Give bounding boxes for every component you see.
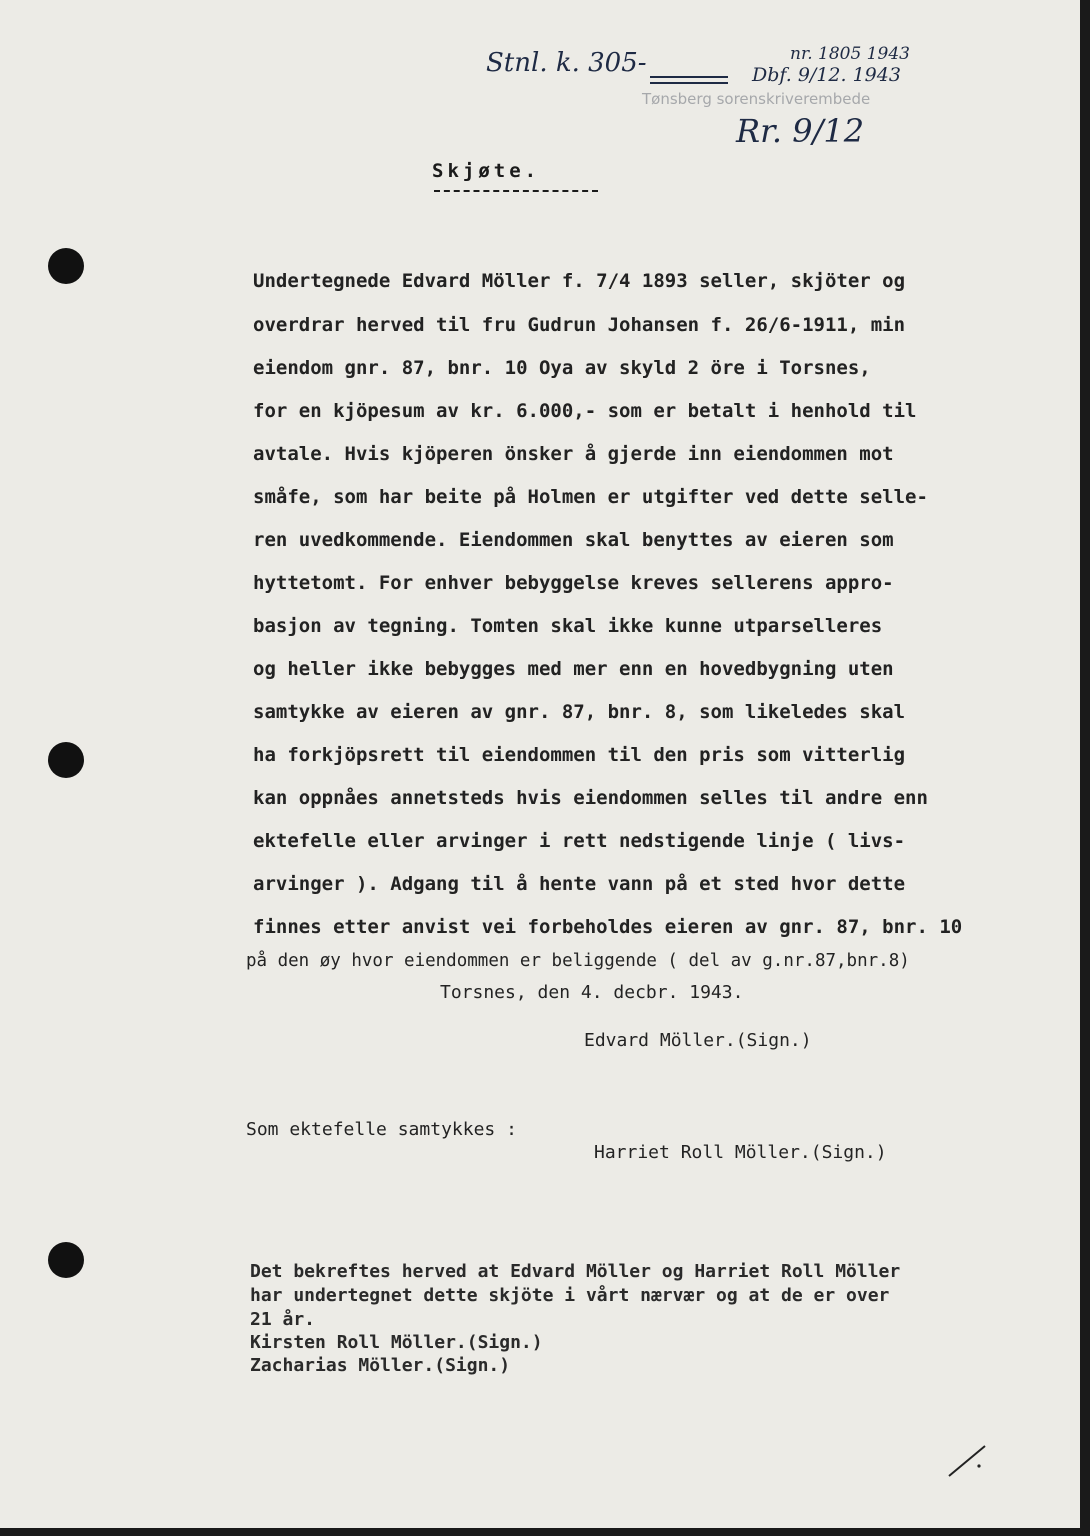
witness-line: har undertegnet dette skjöte i vårt nærvær og at de er over	[250, 1285, 890, 1306]
continuation-line: på den øy hvor eiendommen er beliggende ( del av g.nr.87,bnr.8)	[246, 951, 910, 971]
hand-dash	[650, 76, 728, 78]
consent-label: Som ektefelle samtykkes :	[246, 1119, 517, 1140]
left-annotation: Stnl. k. 305-	[486, 48, 647, 78]
place-date: Torsnes, den 4. decbr. 1943.	[440, 982, 744, 1003]
body-line: basjon av tegning. Tomten skal ikke kunne utparselleres	[253, 615, 883, 637]
witness-line: Det bekreftes herved at Edvard Möller og Harriet Roll Möller	[250, 1261, 901, 1282]
body-line: avtale. Hvis kjöperen önsker å gjerde inn eiendommen mot	[253, 443, 894, 465]
body-line: ektefelle eller arvinger i rett nedstigende linje ( livs-	[253, 830, 906, 852]
hand-dash	[650, 82, 728, 84]
body-line: ren uvedkommende. Eiendommen skal benyttes av eieren som	[253, 529, 894, 551]
pen-mark	[945, 1440, 1005, 1480]
punch-hole	[48, 1242, 84, 1278]
signature-harriet: Harriet Roll Möller.(Sign.)	[594, 1142, 887, 1163]
scan-edge	[1080, 0, 1090, 1536]
dagbok-annotation: Dbf. 9/12. 1943	[752, 64, 901, 86]
office-stamp: Tønsberg sorenskriverembede	[642, 90, 871, 108]
signature-edvard: Edvard Möller.(Sign.)	[584, 1030, 812, 1051]
witness-line: 21 år.	[250, 1309, 316, 1330]
body-line: småfe, som har beite på Holmen er utgifter ved dette selle-	[253, 486, 928, 508]
body-line: arvinger ). Adgang til å hente vann på et sted hvor dette	[253, 873, 906, 895]
body-line: for en kjöpesum av kr. 6.000,- som er betalt i henhold til	[253, 400, 917, 422]
body-line: overdrar herved til fru Gudrun Johansen f. 26/6-1911, min	[253, 314, 906, 336]
body-line: og heller ikke bebygges med mer enn en hovedbygning uten	[253, 658, 894, 680]
body-line: eiendom gnr. 87, bnr. 10 Oya av skyld 2 öre i Torsnes,	[253, 357, 871, 379]
witness-signature: Kirsten Roll Möller.(Sign.)	[250, 1332, 543, 1353]
body-line: hyttetomt. For enhver bebyggelse kreves sellerens appro-	[253, 572, 894, 594]
scan-edge	[0, 1528, 1090, 1536]
title-underline	[434, 190, 598, 192]
punch-hole	[48, 248, 84, 284]
punch-hole	[48, 742, 84, 778]
body-line: ha forkjöpsrett til eiendommen til den pris som vitterlig	[253, 744, 906, 766]
initials-annotation: Rr. 9/12	[736, 112, 865, 150]
journal-number: nr. 1805 1943	[790, 44, 910, 64]
witness-signature: Zacharias Möller.(Sign.)	[250, 1355, 511, 1376]
body-line: kan oppnåes annetsteds hvis eiendommen selles til andre enn	[253, 787, 928, 809]
body-line: finnes etter anvist vei forbeholdes eieren av gnr. 87, bnr. 10	[253, 916, 963, 938]
body-line: Undertegnede Edvard Möller f. 7/4 1893 seller, skjöter og	[253, 270, 906, 292]
body-line: samtykke av eieren av gnr. 87, bnr. 8, som likeledes skal	[253, 701, 906, 723]
document-title: Skjøte.	[432, 160, 541, 182]
